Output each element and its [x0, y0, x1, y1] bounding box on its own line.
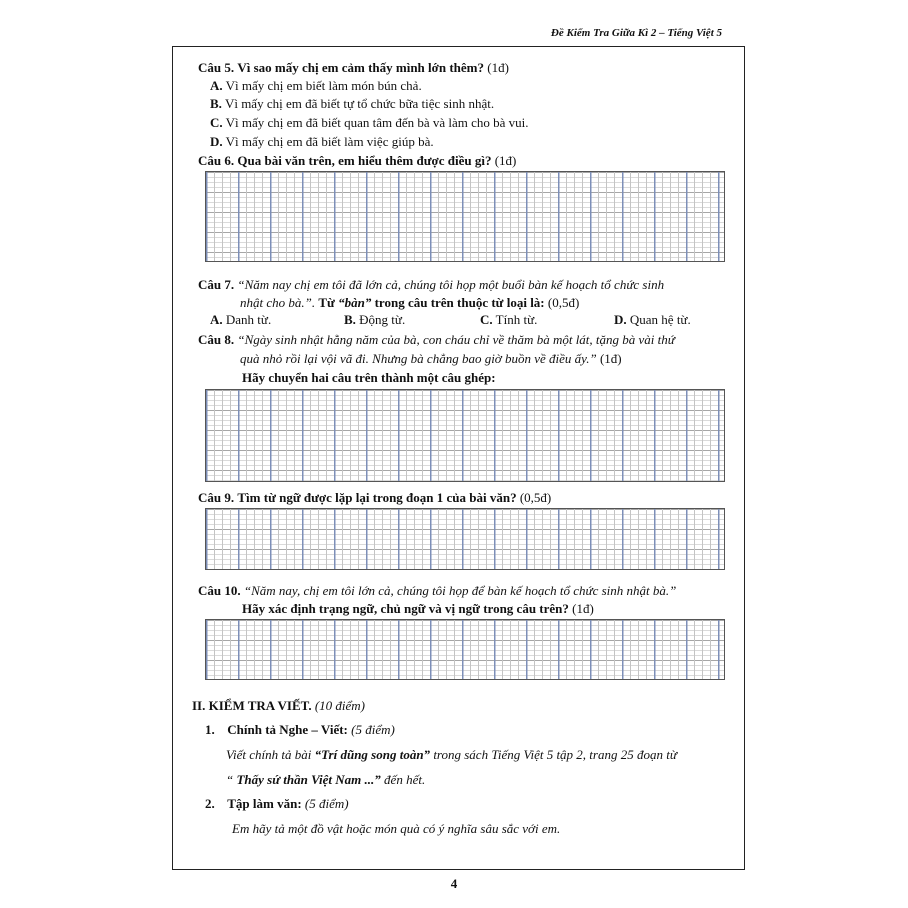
section2-item1-line1: Viết chính tả bài “Trí dũng song toàn” trong sách Tiếng Việt 5 tập 2, trang 25 đoạn từ: [226, 747, 677, 762]
q10-instruction: Hãy xác định trạng ngữ, chủ ngữ và vị ngữ trong câu trên?: [242, 601, 569, 616]
q5-option-d[interactable]: D. Vì mấy chị em đã biết làm việc giúp bà.: [210, 134, 434, 149]
q8-question-line1: [198, 331, 675, 349]
q6-text: Qua bài văn trên, em hiểu thêm được điều gì?: [237, 153, 492, 168]
q5-label: Câu 5.: [198, 60, 235, 75]
section2-item1-heading: 1. Chính tả Nghe – Viết: (5 điểm): [205, 722, 395, 737]
q7-option-b[interactable]: B. Động từ.: [344, 312, 406, 327]
q10-answer-grid[interactable]: [205, 619, 725, 680]
section2-item1-points: (5 điểm): [351, 722, 395, 737]
q6-question: [198, 152, 516, 170]
q9-text: Tìm từ ngữ được lặp lại trong đoạn 1 của bài văn?: [237, 490, 517, 505]
dictation-title: “Trí dũng song toàn”: [314, 747, 431, 762]
q10-question-line1: [198, 582, 676, 600]
q7-question-line1: [198, 276, 664, 294]
q9-answer-grid[interactable]: [205, 508, 725, 570]
section2-heading: [192, 697, 365, 715]
q8-label: Câu 8.: [198, 332, 235, 347]
q9-label: Câu 9.: [198, 490, 235, 505]
section2-item2-prompt: Em hãy tả một đồ vật hoặc món quà có ý nghĩa sâu sắc với em.: [232, 821, 561, 836]
q7-quote-line2: nhật cho bà.”.: [240, 295, 316, 310]
q10-question-line2: [242, 600, 594, 618]
section2-title: II. KIỂM TRA VIẾT.: [192, 698, 312, 713]
q7-option-c[interactable]: C. Tính từ.: [480, 312, 538, 327]
q7-options: [210, 312, 720, 330]
q8-instruction: Hãy chuyển hai câu trên thành một câu ghép:: [242, 370, 496, 385]
section2-item1-title: Chính tả Nghe – Viết:: [227, 722, 348, 737]
q5-text: Vì sao mấy chị em cảm thấy mình lớn thêm?: [237, 60, 484, 75]
section2-item2-points: (5 điểm): [304, 796, 349, 811]
q7-word: “bàn”: [338, 295, 372, 310]
q8-question-line2: [240, 350, 622, 368]
q5-points: (1đ): [487, 60, 509, 75]
q7-option-d[interactable]: D. Quan hệ từ.: [614, 312, 691, 327]
section2-points: (10 điểm): [314, 698, 366, 713]
q5-option-a[interactable]: A. Vì mấy chị em biết làm món bún chả.: [210, 78, 422, 93]
q10-label: Câu 10.: [198, 583, 241, 598]
section2-item2-title: Tập làm văn:: [227, 796, 302, 811]
q5-option-c[interactable]: C. Vì mấy chị em đã biết quan tâm đến bà và làm cho bà vui.: [210, 115, 529, 130]
q7-quote-line1: “Năm nay chị em tôi đã lớn cả, chúng tôi họp một buổi bàn kế hoạch tổ chức sinh: [237, 277, 665, 292]
page-header: Đề Kiểm Tra Giữa Kì 2 – Tiếng Việt 5: [550, 27, 722, 39]
q5-question: [198, 59, 509, 77]
q8-quote-line2: quà nhỏ rồi lại vội vã đi. Nhưng bà chẳng bao giờ buồn về điều ấy.”: [240, 351, 597, 366]
q7-option-a[interactable]: A. Danh từ.: [210, 312, 272, 327]
q6-answer-grid[interactable]: [205, 171, 725, 262]
q9-question: [198, 489, 551, 507]
q7-points: (0,5đ): [547, 295, 580, 310]
q7-question-line2: nhật cho bà.”. Từ “bàn” trong câu trên thuộc từ loại là: (0,5đ): [240, 295, 580, 310]
q8-answer-grid[interactable]: [205, 389, 725, 482]
dictation-start: Thấy sứ thần Việt Nam ...”: [236, 772, 381, 787]
q8-points: (1đ): [599, 351, 622, 366]
q7-label: Câu 7.: [198, 277, 235, 292]
q5-option-b[interactable]: B. Vì mấy chị em đã biết tự tổ chức bữa tiệc sinh nhật.: [210, 96, 495, 111]
q10-points: (1đ): [572, 601, 594, 616]
section2-item2-heading: 2. Tập làm văn: (5 điểm): [205, 796, 349, 811]
q6-points: (1đ): [494, 153, 517, 168]
q9-points: (0,5đ): [519, 490, 552, 505]
page-number: 4: [450, 876, 458, 891]
section2-item1-line2: “ Thấy sứ thần Việt Nam ...” đến hết.: [226, 772, 426, 787]
q8-quote-line1: “Ngày sinh nhật hằng năm của bà, con cháu chỉ về thăm bà một lát, tặng bà vài thứ: [237, 332, 675, 347]
q10-quote: “Năm nay, chị em tôi lớn cả, chúng tôi họp để bàn kế hoạch tổ chức sinh nhật bà.”: [243, 583, 677, 598]
q6-label: Câu 6.: [198, 153, 235, 168]
